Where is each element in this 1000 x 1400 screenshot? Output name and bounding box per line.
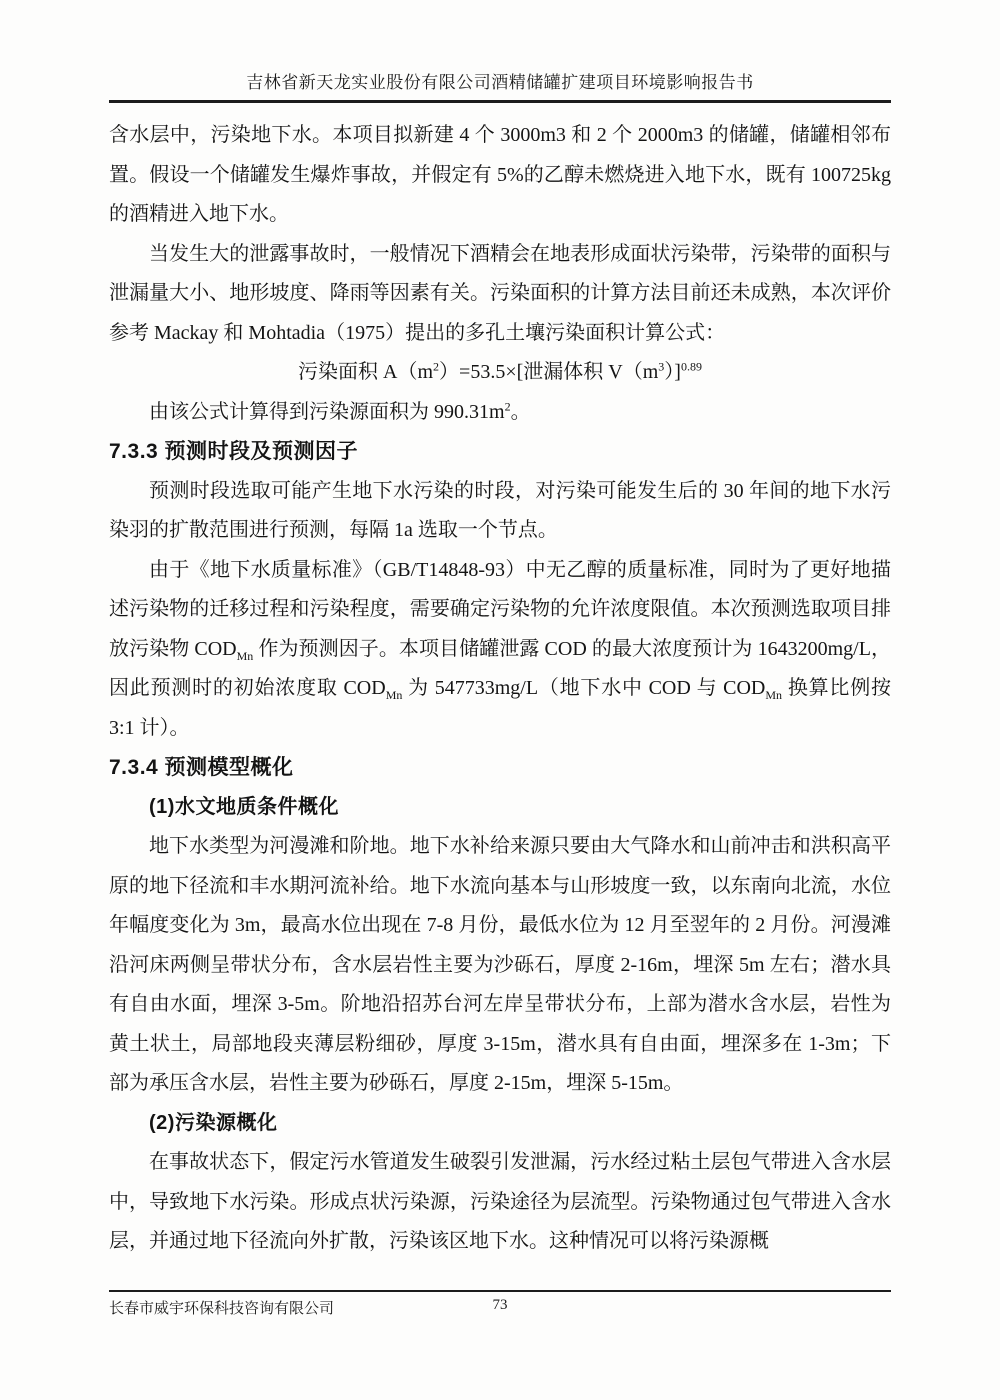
- pollution-area-formula: 污染面积 $A(m^2)=53.5\times$[泄漏体积 $V(m^3)]^{0.89}$: [298, 359, 702, 383]
- paragraph-hydrogeology: 地下水类型为河漫滩和阶地。地下水补给来源只要由大气降水和山前冲击和洪积高平原的地下径流和丰水期河流补给。地下水流向基本与山形坡度一致，以东南向北流，水位年幅度变化为 3m，最高水位出现在 7-8 月份，最低水位为 12 月至翌年的 2 月份。河漫滩沿河床两侧呈带状分布，含水层岩性主要为沙砾石，厚度 2-16m，埋深 5m 左右；潜水具有自由水面，埋深 3-5m。阶地沿招苏台河左岸呈带状分布，上部为潜水含水层，岩性为黄土状土，局部地段夹薄层粉细砂，厚度 3-15m，潜水具有自由面，埋深多在 1-3m；下部为承压含水层，岩性主要为砂砾石，厚度 2-15m，埋深 5-15m。: [109, 835, 891, 1094]
- footer-page-number: 73: [492, 1297, 508, 1313]
- section-heading-733: 7.3.3 预测时段及预测因子: [109, 440, 359, 463]
- paragraph-prediction-period: 预测时段选取可能产生地下水污染的时段，对污染可能发生后的 30 年间的地下水污染羽的扩散范围进行预测，每隔 1a 选取一个节点。: [109, 479, 891, 541]
- sub-heading-pollution-source: (2)污染源概化: [149, 1111, 278, 1134]
- footer-row: [109, 1297, 891, 1318]
- header-rule: [109, 100, 891, 103]
- sub-heading-hydrogeology: (1)水文地质条件概化: [149, 795, 339, 818]
- paragraph-cod-factor: 由于《地下水质量标准》（GB/T14848-93）中无乙醇的质量标准，同时为了更好地描述污染物的迁移过程和污染程度，需要确定污染物的允许浓度限值。本次预测选取项目排放污染物 $COD_{Mn}$ 作为预测因子。本项目储罐泄露 COD 的最大浓度预计为 1643200mg/L，因此预测时的初始浓度取 $COD_{Mn}$ 为 547733mg/L（地下水中 COD 与 $COD_{Mn}$ 换算比例按 3:1 计）。: [109, 558, 892, 739]
- page-header: [0, 0, 1000, 103]
- paragraph-leak-accident: 当发生大的泄露事故时，一般情况下酒精会在地表形成面状污染带，污染带的面积与泄漏量大小、地形坡度、降雨等因素有关。污染面积的计算方法目前还未成熟，本次评价参考 Mackay 和 Mohtadia（1975）提出的多孔土壤污染面积计算公式：: [109, 242, 891, 344]
- paragraph-pollution-source: 在事故状态下，假定污水管道发生破裂引发泄漏，污水经过粘土层包气带进入含水层中，导致地下水污染。形成点状污染源，污染途径为层流型。污染物通过包气带进入含水层，并通过地下径流向外扩散，污染该区地下水。这种情况可以将污染源概: [109, 1151, 891, 1252]
- footer-rule: [109, 1290, 891, 1292]
- document-body: [109, 116, 891, 1262]
- paragraph-formula-result: 由该公式计算得到污染源面积为 $990.31m^2$。: [149, 398, 531, 423]
- page-footer: [0, 1290, 1000, 1318]
- footer-company-name: 长春市威宇环保科技咨询有限公司: [109, 1301, 335, 1317]
- section-heading-734: 7.3.4 预测模型概化: [109, 756, 294, 779]
- paragraph-intro-continuation: 含水层中，污染地下水。本项目拟新建 4 个 3000m3 和 2 个 2000m3 的储罐，储罐相邻布置。假设一个储罐发生爆炸事故，并假定有 5%的乙醇未燃烧进入地下水，既有 100725kg 的酒精进入地下水。: [109, 124, 891, 225]
- header-title: 吉林省新天龙实业股份有限公司酒精储罐扩建项目环境影响报告书: [246, 73, 754, 92]
